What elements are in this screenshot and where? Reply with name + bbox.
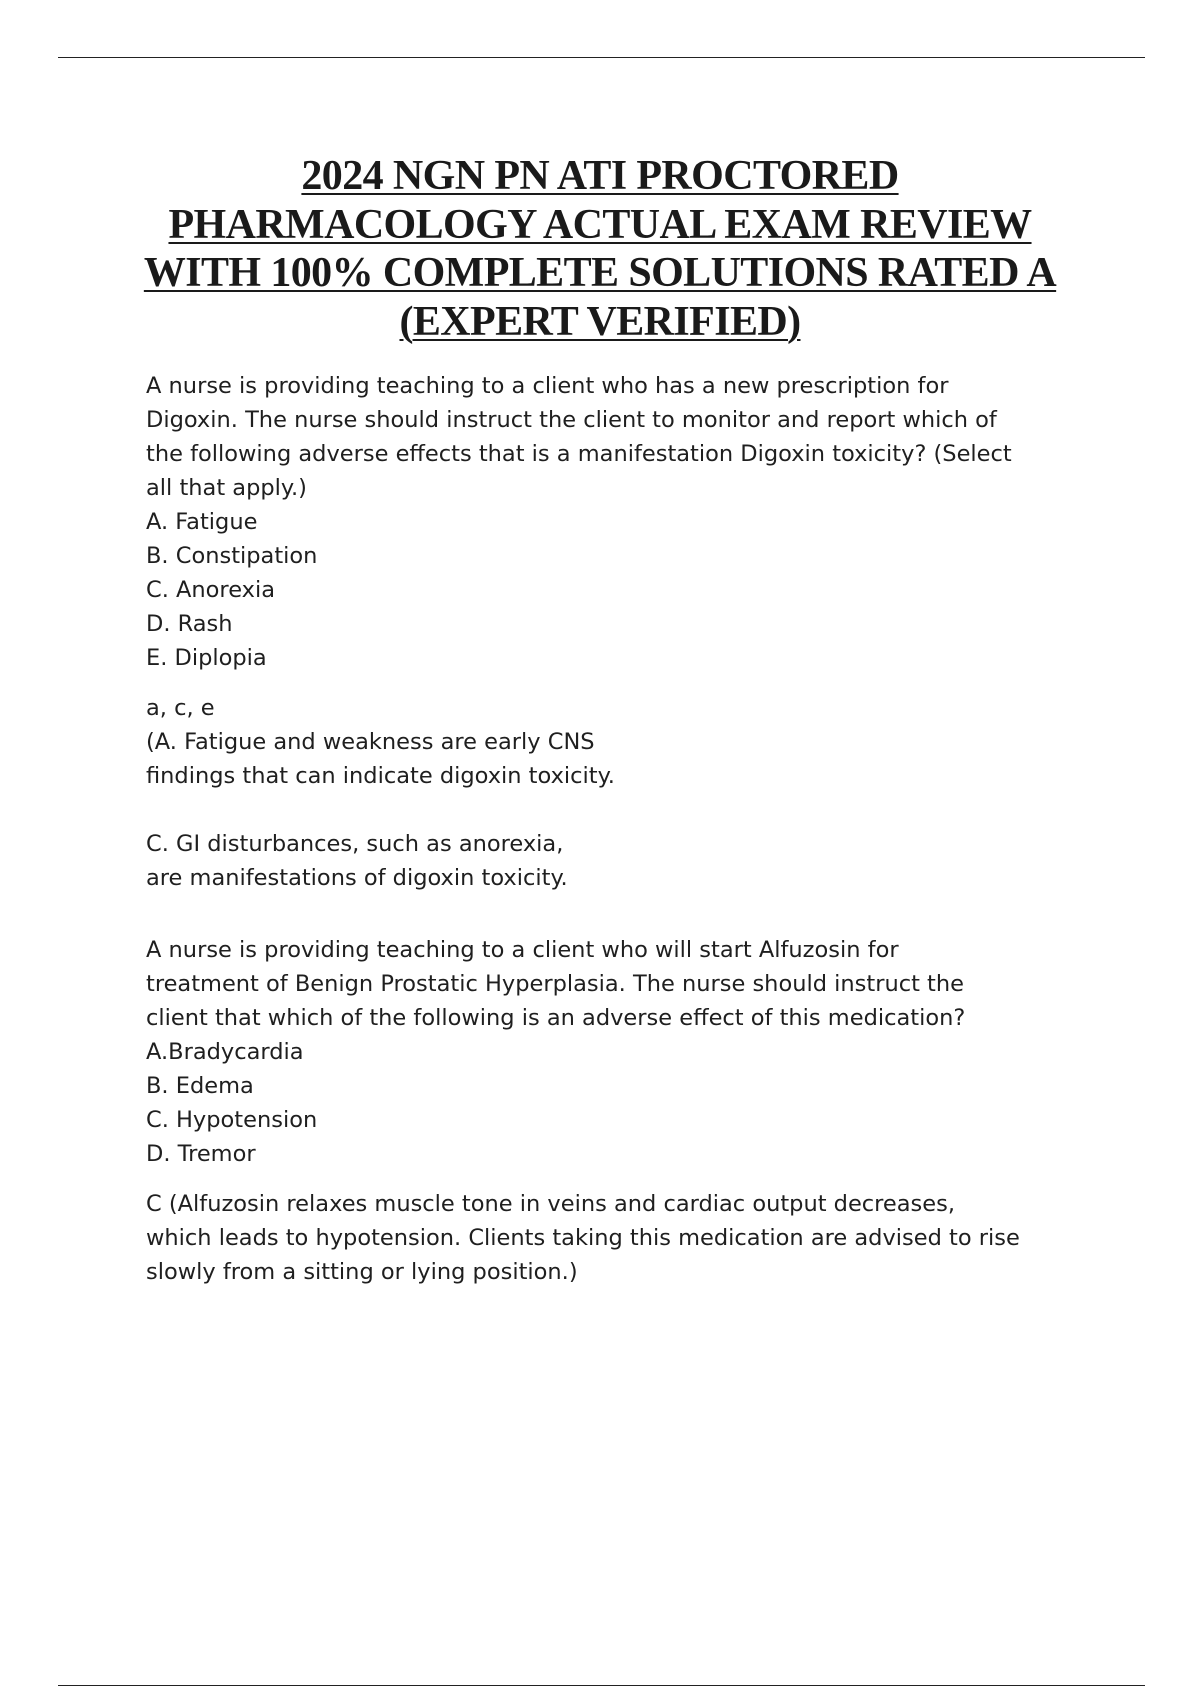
document-title bbox=[140, 152, 1060, 346]
question-1-stem-line-2: Digoxin. The nurse should instruct the client to monitor and report which of bbox=[146, 407, 997, 433]
question-2-answer-line-3: slowly from a sitting or lying position.) bbox=[146, 1259, 578, 1285]
question-1-stem-line-3: the following adverse effects that is a manifestation Digoxin toxicity? (Select bbox=[146, 441, 1012, 467]
question-2-stem bbox=[146, 933, 1106, 1035]
title-line-1: 2024 NGN PN ATI PROCTORED bbox=[301, 153, 899, 199]
question-1-answer: a, c, e bbox=[146, 695, 215, 721]
question-1-rationale-a bbox=[146, 725, 1106, 793]
question-1 bbox=[146, 369, 1106, 895]
question-1-rationale-a-line-1: (A. Fatigue and weakness are early CNS bbox=[146, 729, 595, 755]
question-1-options bbox=[146, 505, 1106, 675]
question-1-rationale-c-line-2: are manifestations of digoxin toxicity. bbox=[146, 865, 568, 891]
question-1-stem-line-4: all that apply.) bbox=[146, 475, 307, 501]
question-1-stem bbox=[146, 369, 1106, 505]
question-2-option-c: C. Hypotension bbox=[146, 1107, 318, 1133]
question-1-rationale-a-line-2: findings that can indicate digoxin toxicity. bbox=[146, 763, 615, 789]
question-1-option-c: C. Anorexia bbox=[146, 577, 275, 603]
title-line-2: PHARMACOLOGY ACTUAL EXAM REVIEW bbox=[168, 201, 1032, 248]
question-2-options bbox=[146, 1035, 1106, 1171]
question-1-option-a: A. Fatigue bbox=[146, 509, 258, 535]
question-2-option-b: B. Edema bbox=[146, 1073, 254, 1099]
question-2-stem-line-2: treatment of Benign Prostatic Hyperplasia. The nurse should instruct the bbox=[146, 971, 964, 997]
question-2-answer bbox=[146, 1187, 1106, 1289]
question-1-rationale-c bbox=[146, 827, 1106, 895]
footer-rule bbox=[58, 1685, 1145, 1686]
question-1-rationale-c-line-1: C. GI disturbances, such as anorexia, bbox=[146, 831, 564, 857]
question-2-answer-line-1: C (Alfuzosin relaxes muscle tone in veins and cardiac output decreases, bbox=[146, 1191, 956, 1217]
title-line-4: (EXPERT VERIFIED) bbox=[399, 298, 801, 345]
question-2 bbox=[146, 933, 1106, 1289]
question-1-option-d: D. Rash bbox=[146, 611, 233, 637]
question-2-stem-line-1: A nurse is providing teaching to a client who will start Alfuzosin for bbox=[146, 937, 899, 963]
question-2-stem-line-3: client that which of the following is an adverse effect of this medication? bbox=[146, 1005, 966, 1031]
question-2-option-a: A.Bradycardia bbox=[146, 1039, 304, 1065]
question-1-option-e: E. Diplopia bbox=[146, 645, 267, 671]
question-1-stem-line-1: A nurse is providing teaching to a client who has a new prescription for bbox=[146, 373, 949, 399]
question-2-option-d: D. Tremor bbox=[146, 1141, 256, 1167]
question-2-answer-line-2: which leads to hypotension. Clients taking this medication are advised to rise bbox=[146, 1225, 1020, 1251]
question-1-option-b: B. Constipation bbox=[146, 543, 318, 569]
header-rule bbox=[58, 57, 1145, 58]
title-line-3: WITH 100% COMPLETE SOLUTIONS RATED A bbox=[143, 250, 1057, 296]
document-body bbox=[146, 369, 1106, 1289]
